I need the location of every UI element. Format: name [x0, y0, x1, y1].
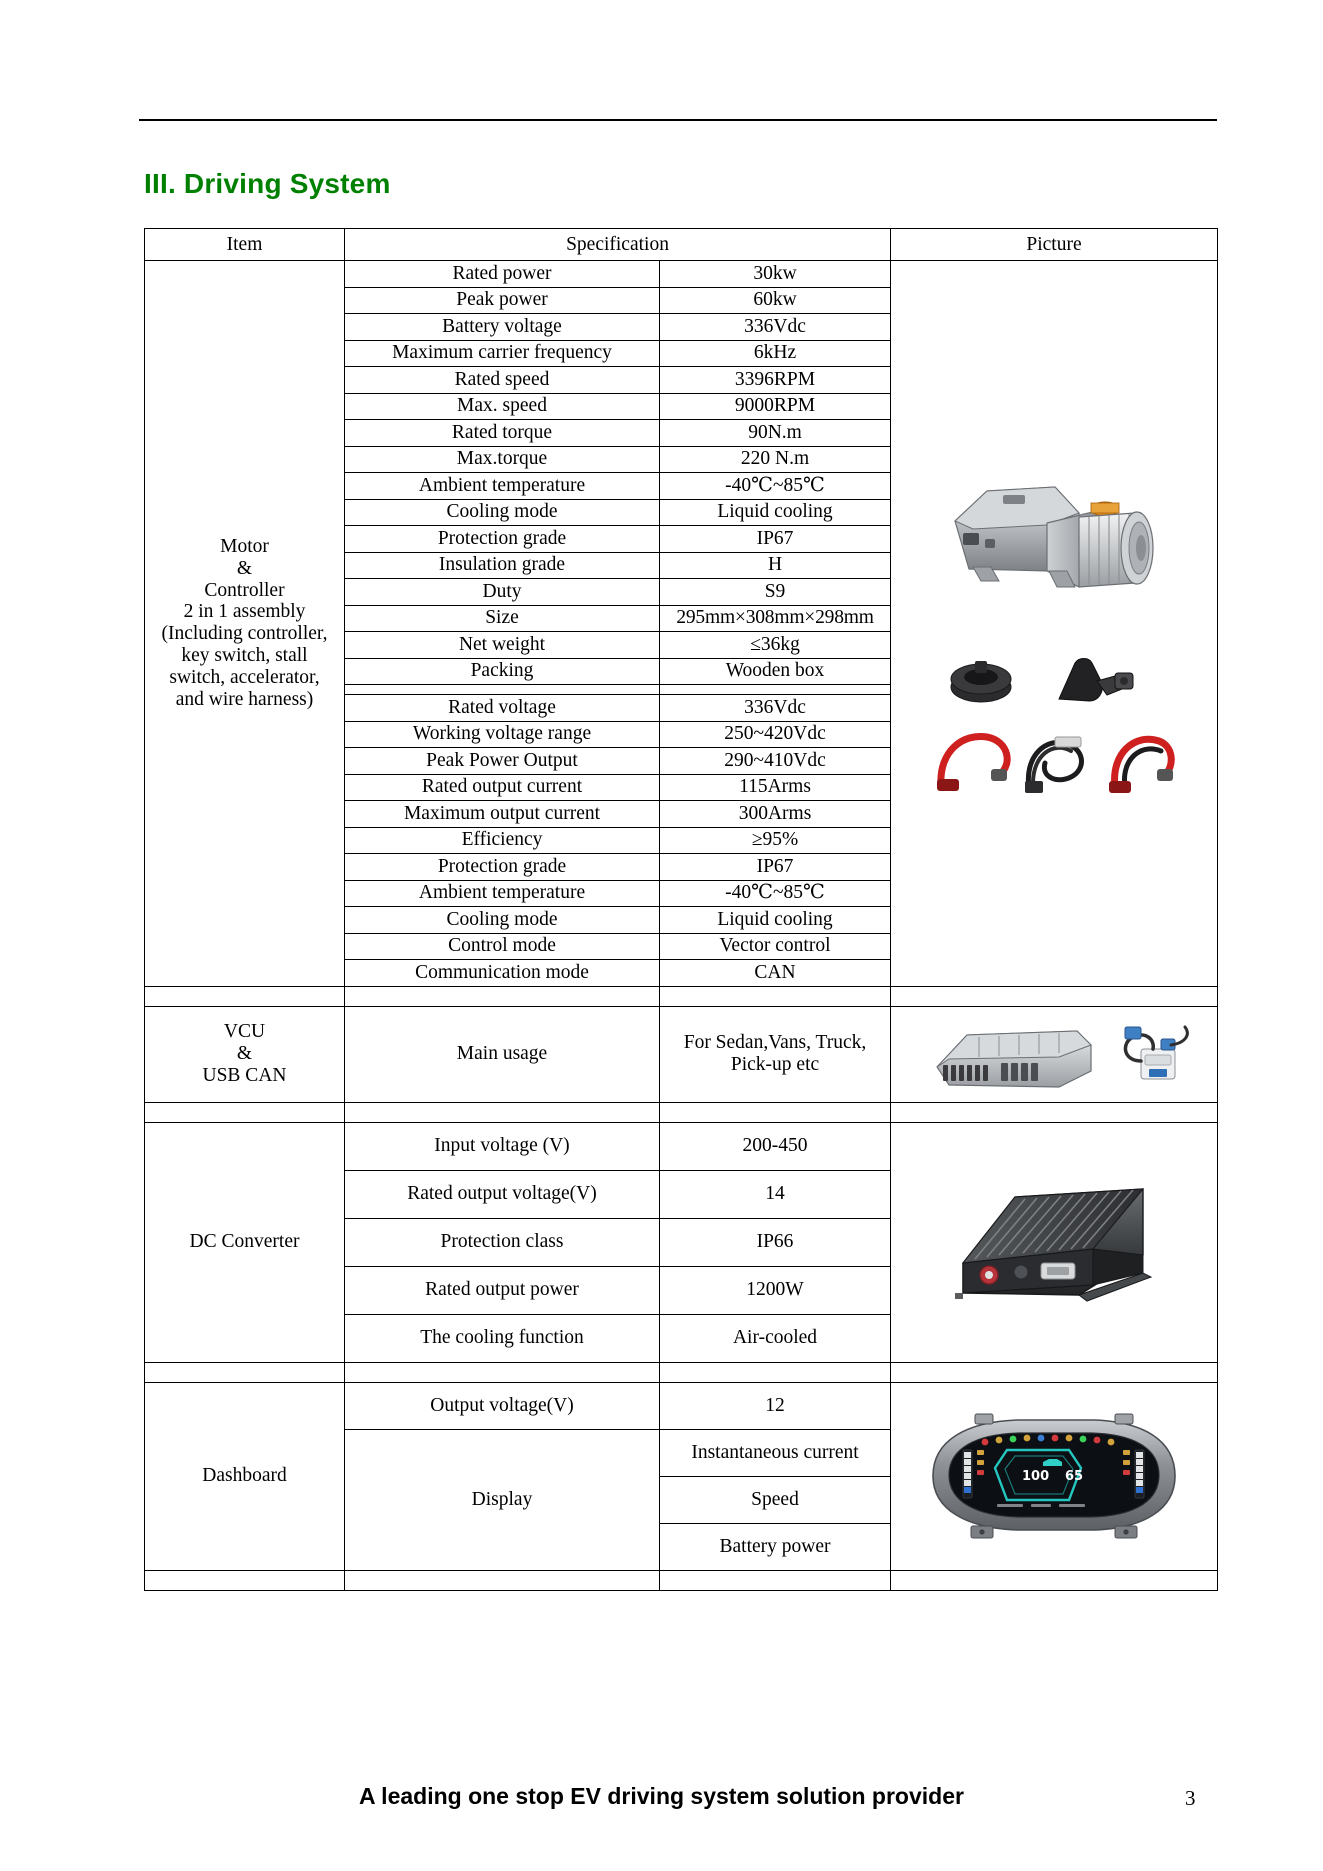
item-line: & [236, 557, 253, 579]
green-divider-param [345, 685, 660, 695]
table-row [145, 1122, 1218, 1170]
param-cell: Cooling mode [345, 907, 660, 934]
item-line: USB CAN [202, 1064, 287, 1086]
gauge-left-value: 100 [1022, 1469, 1050, 1484]
table-body [145, 261, 1218, 1591]
param-cell: Ambient temperature [345, 473, 660, 500]
page-number: 3 [1185, 1786, 1196, 1810]
param-cell: Peak power [345, 287, 660, 314]
column-header-item: Item [145, 229, 345, 261]
table-header-row [145, 229, 1218, 261]
green-band-param [345, 1362, 660, 1382]
value-cell: H [660, 552, 891, 579]
param-cell: Working voltage range [345, 721, 660, 748]
param-cell: Rated speed [345, 367, 660, 394]
value-cell: 90N.m [660, 420, 891, 447]
item-line: Motor [220, 535, 269, 557]
value-cell: -40℃~85℃ [660, 473, 891, 500]
green-band-value [660, 1362, 891, 1382]
value-cell: -40℃~85℃ [660, 880, 891, 907]
param-cell: Battery voltage [345, 314, 660, 341]
item-line: VCU [223, 1021, 266, 1043]
table-row [145, 261, 1218, 288]
green-band-value [660, 986, 891, 1006]
value-cell: 30kw [660, 261, 891, 288]
column-header-picture: Picture [891, 229, 1218, 261]
param-cell: Output voltage(V) [345, 1382, 660, 1429]
param-cell: Cooling mode [345, 499, 660, 526]
green-separator-band [145, 1102, 1218, 1122]
param-cell: Rated output voltage(V) [345, 1170, 660, 1218]
item-line: & [236, 1043, 253, 1065]
value-cell: Speed [660, 1476, 891, 1523]
item-cell-motor [145, 261, 345, 987]
motor-assembly-image [929, 447, 1179, 647]
motor-illustration-stack [891, 447, 1217, 799]
value-cell: IP67 [660, 854, 891, 881]
green-band-item [145, 1362, 345, 1382]
param-cell: Net weight [345, 632, 660, 659]
green-band-value [660, 1102, 891, 1122]
value-cell: 115Arms [660, 774, 891, 801]
value-cell: IP67 [660, 526, 891, 553]
item-cell-dashboard: Dashboard [145, 1382, 345, 1570]
param-cell: Protection grade [345, 526, 660, 553]
accessories-image [929, 653, 1179, 715]
value-cell: Vector control [660, 933, 891, 960]
value-cell: 9000RPM [660, 393, 891, 420]
item-line: 2 in 1 assembly [183, 601, 306, 623]
param-cell: The cooling function [345, 1314, 660, 1362]
value-cell: Air-cooled [660, 1314, 891, 1362]
param-cell: Control mode [345, 933, 660, 960]
header-rule [139, 119, 1217, 121]
value-cell: 220 N.m [660, 446, 891, 473]
green-band-param [345, 1570, 660, 1590]
gauge-right-value: 65 [1065, 1469, 1084, 1484]
item-cell-dc-converter: DC Converter [145, 1122, 345, 1362]
param-cell: Peak Power Output [345, 748, 660, 775]
param-cell: Rated output power [345, 1266, 660, 1314]
param-cell: Communication mode [345, 960, 660, 987]
param-cell: Maximum carrier frequency [345, 340, 660, 367]
value-cell: Liquid cooling [660, 907, 891, 934]
param-cell: Input voltage (V) [345, 1122, 660, 1170]
green-band-value [660, 1570, 891, 1590]
green-separator-band [145, 1362, 1218, 1382]
green-separator-band [145, 1570, 1218, 1590]
param-cell: Protection class [345, 1218, 660, 1266]
table-row [145, 1382, 1218, 1429]
green-band-item [145, 986, 345, 1006]
vcu-usbcan-image [909, 1009, 1199, 1099]
picture-cell-dc-converter [891, 1122, 1218, 1362]
green-band-param [345, 1102, 660, 1122]
green-divider-value [660, 685, 891, 695]
value-cell: 250~420Vdc [660, 721, 891, 748]
value-cell: Battery power [660, 1523, 891, 1570]
table-row [145, 1006, 1218, 1102]
green-band-item [145, 1102, 345, 1122]
value-cell: Instantaneous current [660, 1429, 891, 1476]
value-cell: Liquid cooling [660, 499, 891, 526]
param-cell: Ambient temperature [345, 880, 660, 907]
driving-system-table [144, 228, 1218, 1591]
value-cell: 300Arms [660, 801, 891, 828]
green-band-picture [891, 1102, 1218, 1122]
value-cell: 200-450 [660, 1122, 891, 1170]
green-band-picture [891, 986, 1218, 1006]
value-cell: CAN [660, 960, 891, 987]
param-cell: Protection grade [345, 854, 660, 881]
value-cell: 60kw [660, 287, 891, 314]
item-line: (Including controller, [161, 623, 328, 645]
picture-cell-vcu [891, 1006, 1218, 1102]
param-cell-display: Display [345, 1429, 660, 1570]
value-cell: Wooden box [660, 658, 891, 685]
param-cell: Max. speed [345, 393, 660, 420]
item-line: switch, accelerator, [169, 666, 320, 688]
item-line: and wire harness) [175, 688, 314, 710]
value-cell: 1200W [660, 1266, 891, 1314]
green-band-item [145, 1570, 345, 1590]
value-cell: S9 [660, 579, 891, 606]
wire-harness-image [929, 721, 1179, 799]
value-cell: 3396RPM [660, 367, 891, 394]
param-cell: Rated power [345, 261, 660, 288]
value-cell: 6kHz [660, 340, 891, 367]
picture-cell-dashboard [891, 1382, 1218, 1570]
param-cell: Packing [345, 658, 660, 685]
column-header-specification: Specification [345, 229, 891, 261]
footer-tagline: A leading one stop EV driving system solution provider [359, 1783, 964, 1809]
param-cell: Max.torque [345, 446, 660, 473]
value-cell-size: 295mm×308mm×298mm [660, 605, 891, 632]
value-cell: IP66 [660, 1218, 891, 1266]
value-cell: 336Vdc [660, 695, 891, 722]
param-cell: Rated torque [345, 420, 660, 447]
value-cell: 14 [660, 1170, 891, 1218]
item-line: key switch, stall [181, 645, 308, 667]
green-band-param [345, 986, 660, 1006]
param-cell: Maximum output current [345, 801, 660, 828]
picture-cell-motor [891, 261, 1218, 987]
param-cell: Size [345, 605, 660, 632]
value-cell: For Sedan,Vans, Truck, Pick-up etc [660, 1006, 891, 1102]
param-cell: Main usage [345, 1006, 660, 1102]
value-cell: ≤36kg [660, 632, 891, 659]
value-cell: 336Vdc [660, 314, 891, 341]
value-cell: 12 [660, 1382, 891, 1429]
item-cell-vcu [145, 1006, 345, 1102]
green-band-picture [891, 1362, 1218, 1382]
param-cell: Insulation grade [345, 552, 660, 579]
param-cell: Rated voltage [345, 695, 660, 722]
param-cell: Duty [345, 579, 660, 606]
param-cell: Rated output current [345, 774, 660, 801]
value-cell: 290~410Vdc [660, 748, 891, 775]
value-cell: ≥95% [660, 827, 891, 854]
item-line: Controller [204, 579, 285, 601]
param-cell: Efficiency [345, 827, 660, 854]
dashboard-cluster-image [919, 1406, 1189, 1546]
green-separator-band [145, 986, 1218, 1006]
green-band-picture [891, 1570, 1218, 1590]
page-title: III. Driving System [144, 168, 391, 199]
dc-converter-image [929, 1167, 1179, 1317]
